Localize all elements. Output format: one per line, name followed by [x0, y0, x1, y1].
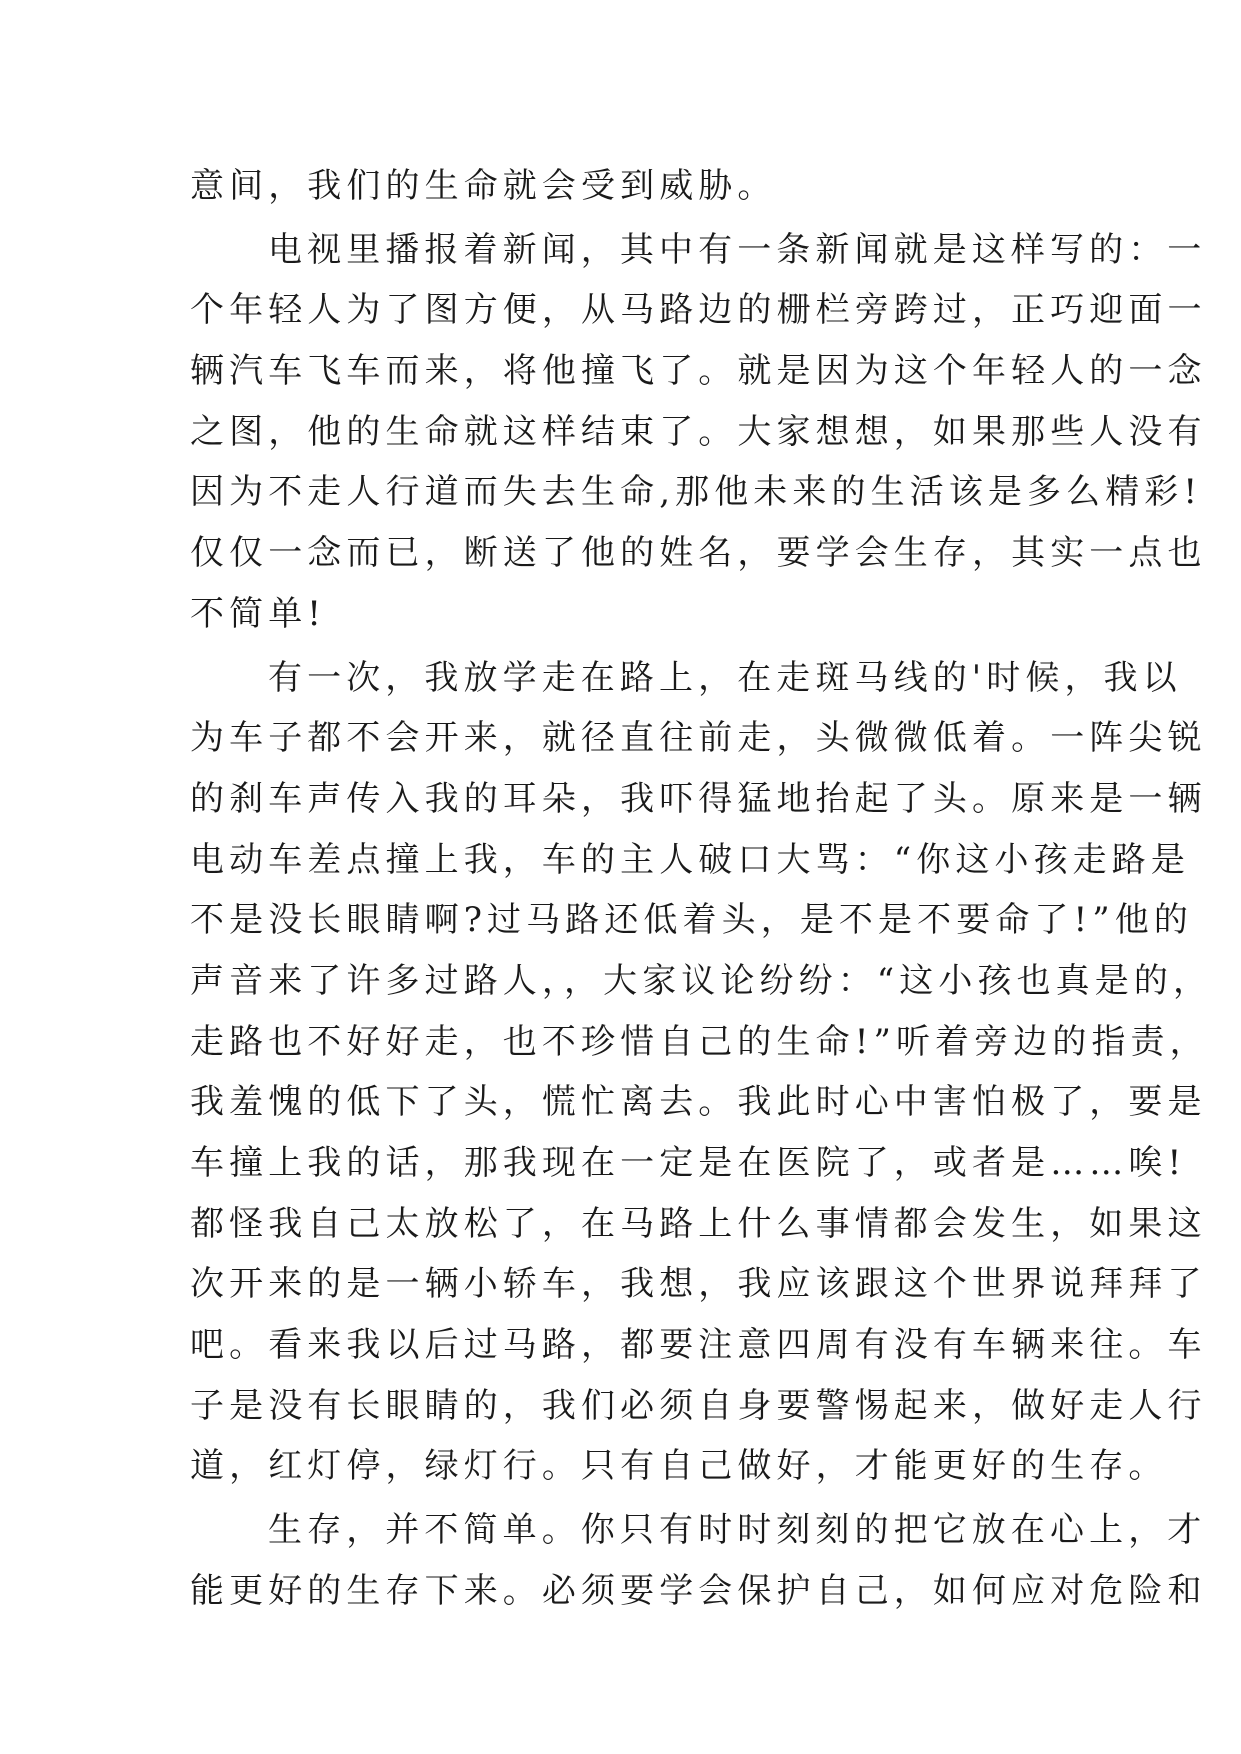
text-line: 能更好的生存下来。必须要学会保护自己，如何应对危险和 [190, 1570, 1207, 1611]
paragraph-4 [190, 1500, 1207, 1621]
text-line: 声音来了许多过路人，，大家议论纷纷：“这小孩也真是的， [190, 960, 1213, 1001]
text-line: 车撞上我的话，那我现在一定是在医院了，或者是……唉! [190, 1143, 1187, 1183]
text-line: 走路也不好好走，也不珍惜自己的生命!”听着旁边的指责， [190, 1021, 1209, 1062]
paragraph-3 [190, 648, 1213, 1498]
text-line: 电动车差点撞上我，车的主人破口大骂：“你这小孩走路是 [190, 839, 1190, 880]
text-line: 意间，我们的生命就会受到威胁。 [190, 166, 777, 206]
text-line: 电视里播报着新闻，其中有一条新闻就是这样写的：一 [268, 229, 1207, 270]
text-line: 我羞愧的低下了头，慌忙离去。我此时心中害怕极了，要是 [190, 1082, 1207, 1123]
text-line: 吧。看来我以后过马路，都要注意四周有没有车辆来往。车 [190, 1325, 1207, 1366]
text-line: 仅仅一念而已，断送了他的姓名，要学会生存，其实一点也 [190, 533, 1207, 574]
text-line: 道，红灯停，绿灯行。只有自己做好，才能更好的生存。 [190, 1446, 1168, 1487]
text-line: 个年轻人为了图方便，从马路边的栅栏旁跨过，正巧迎面一 [190, 290, 1207, 331]
text-line: 辆汽车飞车而来，将他撞飞了。就是因为这个年轻人的一念 [190, 351, 1207, 392]
body-text [190, 156, 1213, 1622]
paragraph-1 [190, 156, 1050, 217]
text-line: 不是没长眼睛啊?过马路还低着头，是不是不要命了!”他的 [190, 900, 1193, 941]
text-line: 不简单! [190, 593, 327, 634]
text-line: 都怪我自己太放松了，在马路上什么事情都会发生，如果这 [190, 1203, 1207, 1244]
text-line: 为车子都不会开来，就径直往前走，头微微低着。一阵尖锐 [190, 718, 1207, 759]
text-line: 有一次，我放学走在路上，在走斑马线的'时候，我以 [268, 657, 1182, 698]
text-line: 生存，并不简单。你只有时时刻刻的把它放在心上，才 [268, 1510, 1207, 1551]
text-line: 次开来的是一辆小轿车，我想，我应该跟这个世界说拜拜了 [190, 1264, 1207, 1305]
text-line: 子是没有长眼睛的，我们必须自身要警惕起来，做好走人行 [190, 1385, 1207, 1426]
text-line: 之图，他的生命就这样结束了。大家想想，如果那些人没有 [190, 411, 1207, 452]
text-line: 的刹车声传入我的耳朵，我吓得猛地抬起了头。原来是一辆 [190, 778, 1207, 819]
text-line: 因为不走人行道而失去生命,那他未来的生活该是多么精彩! [190, 472, 1203, 513]
paragraph-2 [190, 220, 1207, 645]
